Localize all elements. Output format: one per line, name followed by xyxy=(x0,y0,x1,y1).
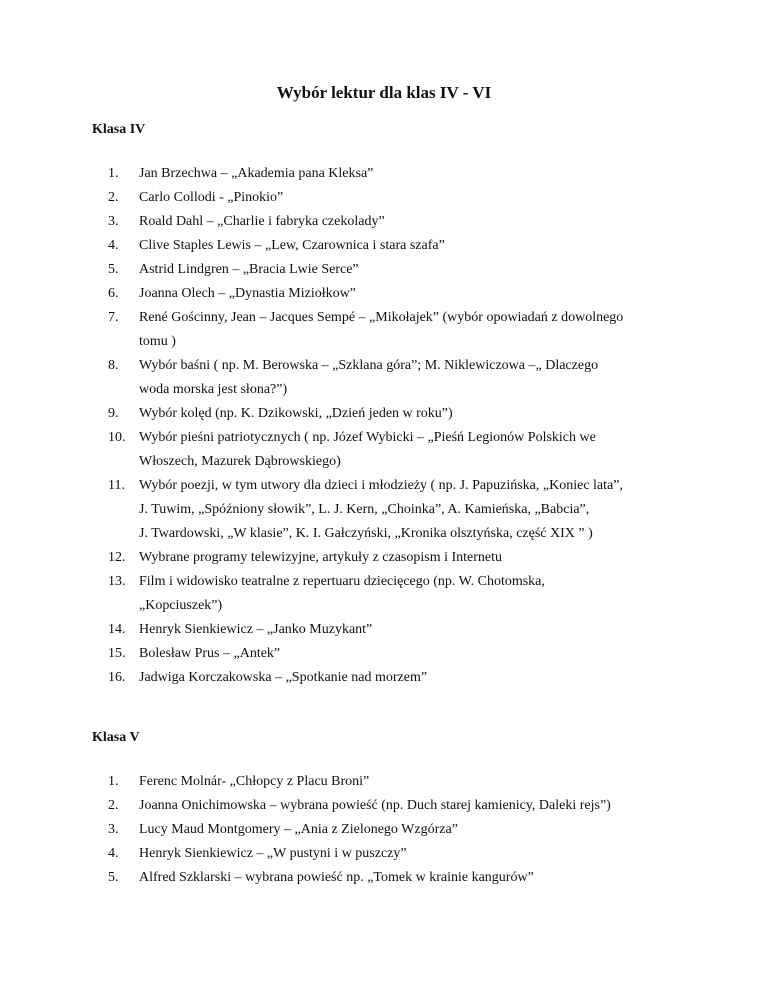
list-item-number: 12. xyxy=(108,550,126,565)
list-item xyxy=(108,234,708,258)
list-item-number: 8. xyxy=(108,358,119,373)
list-item-text: Wybór baśni ( np. M. Berowska – „Szklana góra”; M. Niklewiczowa –„ Dlaczego xyxy=(139,358,599,373)
list-item-text: Alfred Szklarski – wybrana powieść np. „Tomek w krainie kangurów” xyxy=(139,870,534,885)
list-item xyxy=(108,546,708,570)
list-item xyxy=(108,666,708,690)
list-item-text: Wybór kolęd (np. K. Dzikowski, „Dzień jeden w roku”) xyxy=(139,406,453,421)
list-item xyxy=(108,818,708,842)
list-item-number: 3. xyxy=(108,214,119,229)
list-item-number: 3. xyxy=(108,822,119,837)
list-item xyxy=(108,162,708,186)
list-item-number: 5. xyxy=(108,262,119,277)
list-item-text: J. Tuwim, „Spóźniony słowik”, L. J. Kern, „Choinka”, A. Kamieńska, „Babcia”, xyxy=(139,502,590,517)
list-item-number: 5. xyxy=(108,870,119,885)
list-item-text: Bolesław Prus – „Antek” xyxy=(139,646,281,661)
list-item-number: 2. xyxy=(108,190,119,205)
list-item-text: Lucy Maud Montgomery – „Ania z Zielonego Wzgórza” xyxy=(139,822,458,837)
document-title: Wybór lektur dla klas IV - VI xyxy=(276,83,492,102)
list-item-number: 7. xyxy=(108,310,119,325)
list-item xyxy=(108,354,708,402)
list-item-text: J. Twardowski, „W klasie”, K. I. Gałczyński, „Kronika olsztyńska, część XIX ” ) xyxy=(139,526,593,541)
section-heading-klasa-v: Klasa V xyxy=(92,730,140,745)
list-item xyxy=(108,618,708,642)
list-item-text: Wybrane programy telewizyjne, artykuły z czasopism i Internetu xyxy=(139,550,503,565)
list-item xyxy=(108,306,708,354)
list-item-text: Carlo Collodi - „Pinokio” xyxy=(139,190,284,205)
list-item-text: Włoszech, Mazurek Dąbrowskiego) xyxy=(139,454,341,469)
list-item-number: 1. xyxy=(108,166,119,181)
list-item xyxy=(108,842,708,866)
list-item-text: tomu ) xyxy=(139,334,176,349)
list-item-number: 6. xyxy=(108,286,119,301)
list-item xyxy=(108,794,708,818)
list-item xyxy=(108,402,708,426)
reading-list-klasa-v xyxy=(108,770,708,890)
list-item xyxy=(108,258,708,282)
list-item-number: 9. xyxy=(108,406,119,421)
list-item xyxy=(108,866,708,890)
list-item-text: Joanna Onichimowska – wybrana powieść (np. Duch starej kamienicy, Daleki rejs”) xyxy=(139,798,611,813)
list-item-text: Roald Dahl – „Charlie i fabryka czekolady” xyxy=(139,214,385,229)
list-item xyxy=(108,210,708,234)
list-item-number: 2. xyxy=(108,798,119,813)
list-item-text: Joanna Olech – „Dynastia Miziołkow” xyxy=(139,286,356,301)
list-item xyxy=(108,474,708,546)
list-item-number: 16. xyxy=(108,670,126,685)
list-item-text: „Kopciuszek”) xyxy=(139,598,223,613)
list-item-text: Astrid Lindgren – „Bracia Lwie Serce” xyxy=(139,262,359,277)
list-item-text: Film i widowisko teatralne z repertuaru dziecięcego (np. W. Chotomska, xyxy=(139,574,545,589)
list-item-text: Jan Brzechwa – „Akademia pana Kleksa” xyxy=(139,166,374,181)
list-item xyxy=(108,186,708,210)
list-item-text: Jadwiga Korczakowska – „Spotkanie nad morzem” xyxy=(139,670,428,685)
list-item-number: 14. xyxy=(108,622,126,637)
list-item-text: woda morska jest słona?”) xyxy=(139,382,288,397)
list-item-number: 10. xyxy=(108,430,126,445)
list-item xyxy=(108,426,708,474)
list-item xyxy=(108,570,708,618)
list-item-text: Henryk Sienkiewicz – „Janko Muzykant” xyxy=(139,622,373,637)
section-heading-klasa-iv: Klasa IV xyxy=(92,122,146,137)
list-item-number: 1. xyxy=(108,774,119,789)
list-item-text: René Gościnny, Jean – Jacques Sempé – „Mikołajek” (wybór opowiadań z dowolnego xyxy=(139,310,624,325)
list-item-number: 15. xyxy=(108,646,126,661)
list-item-number: 4. xyxy=(108,846,119,861)
list-item-text: Wybór pieśni patriotycznych ( np. Józef Wybicki – „Pieśń Legionów Polskich we xyxy=(139,430,596,445)
list-item-number: 13. xyxy=(108,574,126,589)
list-item xyxy=(108,642,708,666)
list-item-text: Wybór poezji, w tym utwory dla dzieci i młodzieży ( np. J. Papuzińska, „Koniec lata”, xyxy=(139,478,623,493)
reading-list-klasa-iv xyxy=(108,162,708,690)
list-item-number: 4. xyxy=(108,238,119,253)
list-item-text: Clive Staples Lewis – „Lew, Czarownica i stara szafa” xyxy=(139,238,445,253)
list-item-text: Henryk Sienkiewicz – „W pustyni i w puszczy” xyxy=(139,846,407,861)
list-item-number: 11. xyxy=(108,478,125,493)
list-item-text: Ferenc Molnár- „Chłopcy z Placu Broni” xyxy=(139,774,370,789)
list-item xyxy=(108,770,708,794)
list-item xyxy=(108,282,708,306)
